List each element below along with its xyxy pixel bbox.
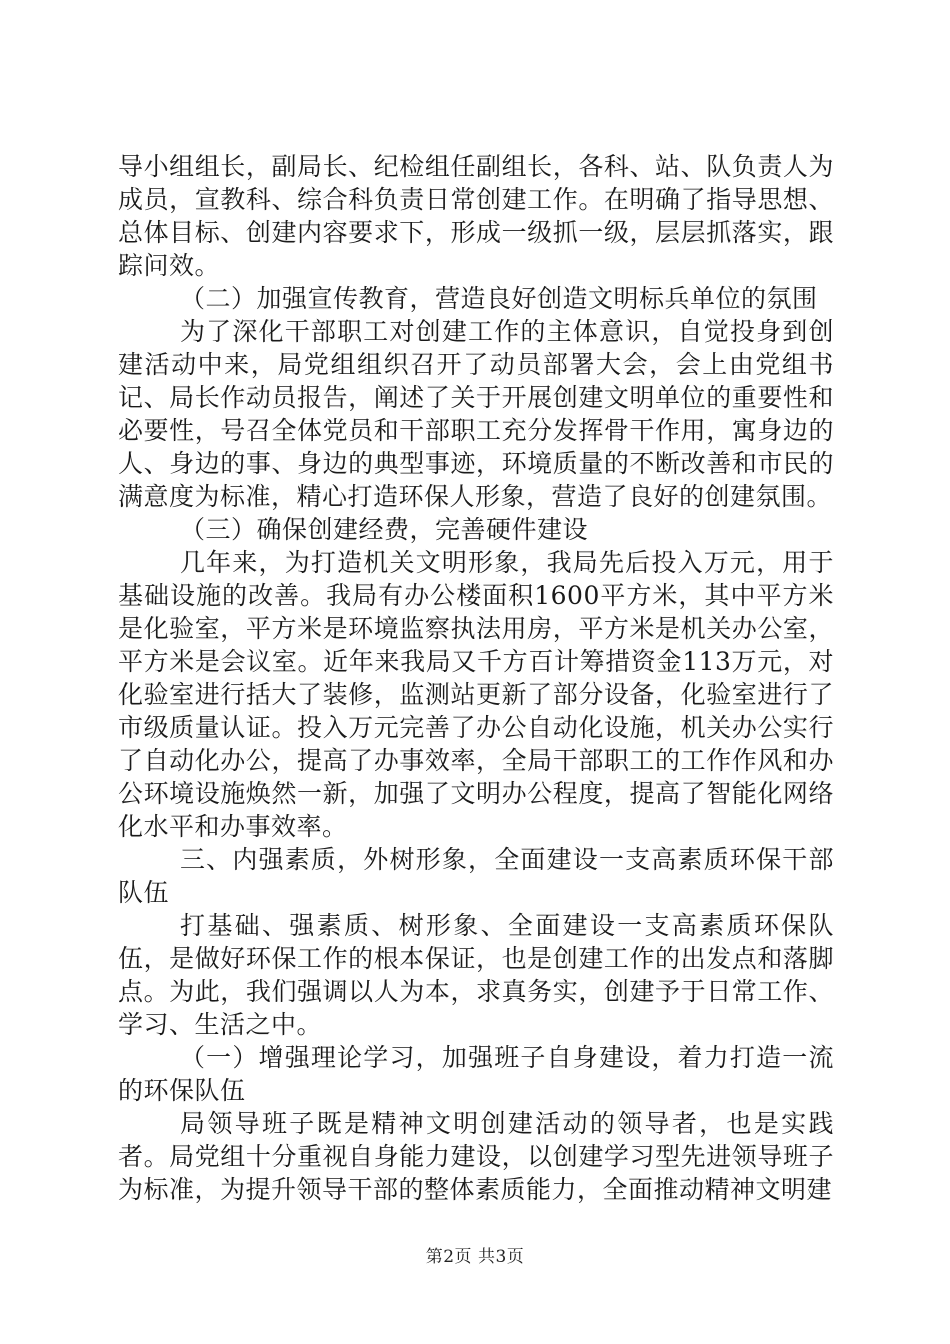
paragraph-theory-study: 局领导班子既是精神文明创建活动的领导者，也是实践者。局党组十分重视自身能力建设，以创建学习型先进领导班子为标准，为提升领导干部的整体素质能力，全面推动精神文明建 xyxy=(118,1109,834,1204)
paragraph-team-quality: 打基础、强素质、树形象、全面建设一支高素质环保队伍，是做好环保工作的根本保证，也是创建工作的出发点和落脚点。为此，我们强调以人为本，求真务实，创建予于日常工作、学习、生活之中。 xyxy=(118,911,834,1039)
document-body xyxy=(118,150,834,1206)
paragraph-publicity-education: 为了深化干部职工对创建工作的主体意识，自觉投身到创建活动中来，局党组组织召开了动员部署大会，会上由党组书记、局长作动员报告，阐述了关于开展创建文明单位的重要性和必要性，号召全体党员和干部职工充分发挥骨干作用，寓身边的人、身边的事、身边的典型事迹，环境质量的不断改善和市民的满意度为标准，精心打造环保人形象，营造了良好的创建氛围。 xyxy=(118,317,834,511)
heading-funding-hardware: （三）确保创建经费，完善硬件建设 xyxy=(180,515,589,544)
paragraph-funding-hardware: 几年来，为打造机关文明形象，我局先后投入万元，用于基础设施的改善。我局有办公楼面积1600平方米，其中平方米是化验室，平方米是环境监察执法用房，平方米是机关办公室，平方米是会议室。近年来我局又千方百计筹措资金113万元，对化验室进行括大了装修，监测站更新了部分设备，化验室进行了市级质量认证。投入万元完善了办公自动化设施，机关办公实行了自动化办公，提高了办事效率，全局干部职工的工作作风和办公环境设施焕然一新，加强了文明办公程度，提高了智能化网络化水平和办事效率。 xyxy=(118,548,834,841)
heading-publicity-education: （二）加强宣传教育，营造良好创造文明标兵单位的氛围 xyxy=(180,284,818,313)
heading-theory-study: （一）增强理论学习，加强班子自身建设，着力打造一流的环保队伍 xyxy=(118,1043,834,1105)
page-footer: 第2页 共3页 xyxy=(425,1247,525,1267)
heading-team-quality: 三、内强素质，外树形象，全面建设一支高素质环保干部队伍 xyxy=(118,845,834,907)
paragraph-leadership-group: 导小组组长，副局长、纪检组任副组长，各科、站、队负责人为成员，宣教科、综合科负责日常创建工作。在明确了指导思想、总体目标、创建内容要求下，形成一级抓一级，层层抓落实，跟踪问效。 xyxy=(118,152,834,280)
